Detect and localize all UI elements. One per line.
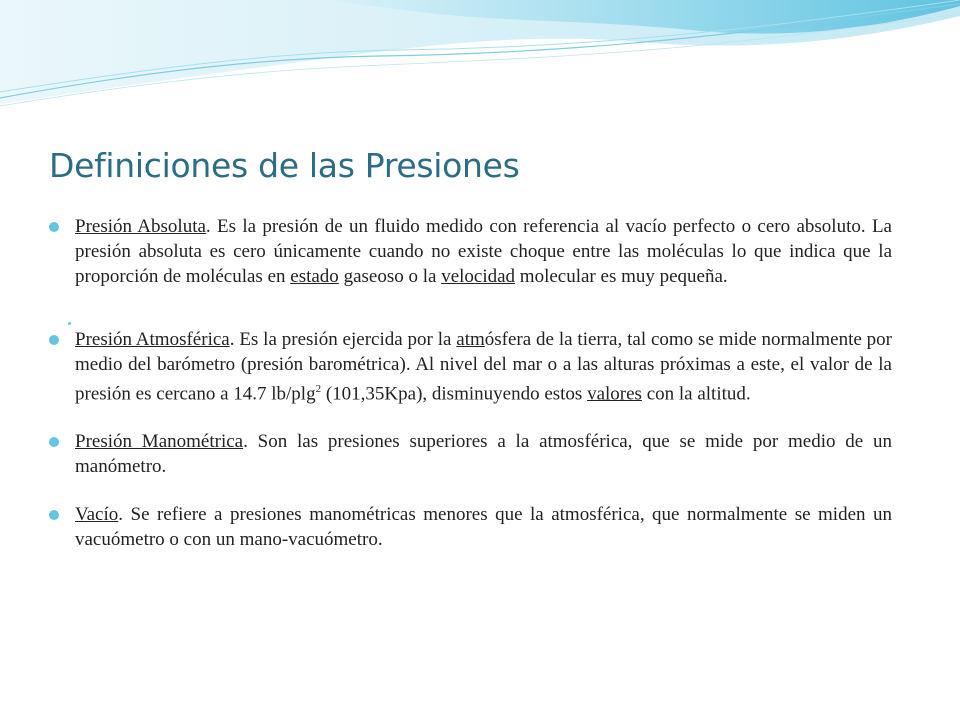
link-velocidad[interactable]: velocidad bbox=[441, 266, 516, 287]
bullet-icon bbox=[49, 510, 59, 520]
term-presion-manometrica: Presión Manométrica bbox=[75, 431, 244, 453]
definition-text: . Son las presiones superiores a la atmosférica, que se mide por medio de un manómetro. bbox=[75, 431, 892, 478]
superscript-2: 2 bbox=[315, 383, 322, 395]
definition-text: . Es la presión de un fluido medido con referencia al vacío perfecto o cero absoluto. La presión absoluta es cero únicamente cuando no existe choque entre las moléculas lo que indica que la proporción de moléculas en bbox=[75, 216, 892, 287]
definition-text: (101,35Kpa), disminuyendo estos bbox=[321, 383, 588, 405]
list-item-presion-atmosferica bbox=[48, 327, 892, 406]
definition-text: . Se refiere a presiones manométricas menores que la atmosférica, que normalmente se miden un vacuómetro o con un mano-vacuómetro. bbox=[75, 504, 892, 551]
bullet-icon bbox=[49, 335, 59, 345]
empty-bullet-icon bbox=[68, 322, 71, 325]
bullet-icon bbox=[49, 437, 59, 447]
link-valores[interactable]: valores bbox=[587, 383, 642, 405]
list-item-presion-manometrica bbox=[48, 429, 892, 479]
definition-text: . Es la presión ejercida por la bbox=[229, 329, 457, 350]
definition-text: ósfera de la tierra, tal como se mide normalmente por medio del barómetro (presión barométrica). Al nivel del mar o a las alturas próximas a este, el valor de la presión es cercano a 14.7 lb/plg bbox=[75, 329, 892, 405]
definition-text: con la altitud. bbox=[641, 383, 751, 405]
definitions-list bbox=[48, 214, 892, 552]
term-vacio: Vacío bbox=[75, 504, 119, 526]
definition-text: gaseoso o la bbox=[338, 266, 442, 287]
slide-title: Definiciones de las Presiones bbox=[49, 146, 520, 185]
link-atmosfera[interactable]: atm bbox=[456, 329, 485, 350]
bullet-icon bbox=[49, 222, 59, 232]
term-presion-absoluta: Presión Absoluta bbox=[75, 216, 206, 237]
link-estado[interactable]: estado bbox=[290, 266, 339, 287]
header-wave-decoration bbox=[0, 0, 960, 120]
definition-text: molecular es muy pequeña. bbox=[515, 266, 728, 287]
list-item-vacio bbox=[48, 502, 892, 552]
term-presion-atmosferica: Presión Atmosférica bbox=[75, 329, 230, 350]
list-item-presion-absoluta bbox=[48, 214, 892, 289]
